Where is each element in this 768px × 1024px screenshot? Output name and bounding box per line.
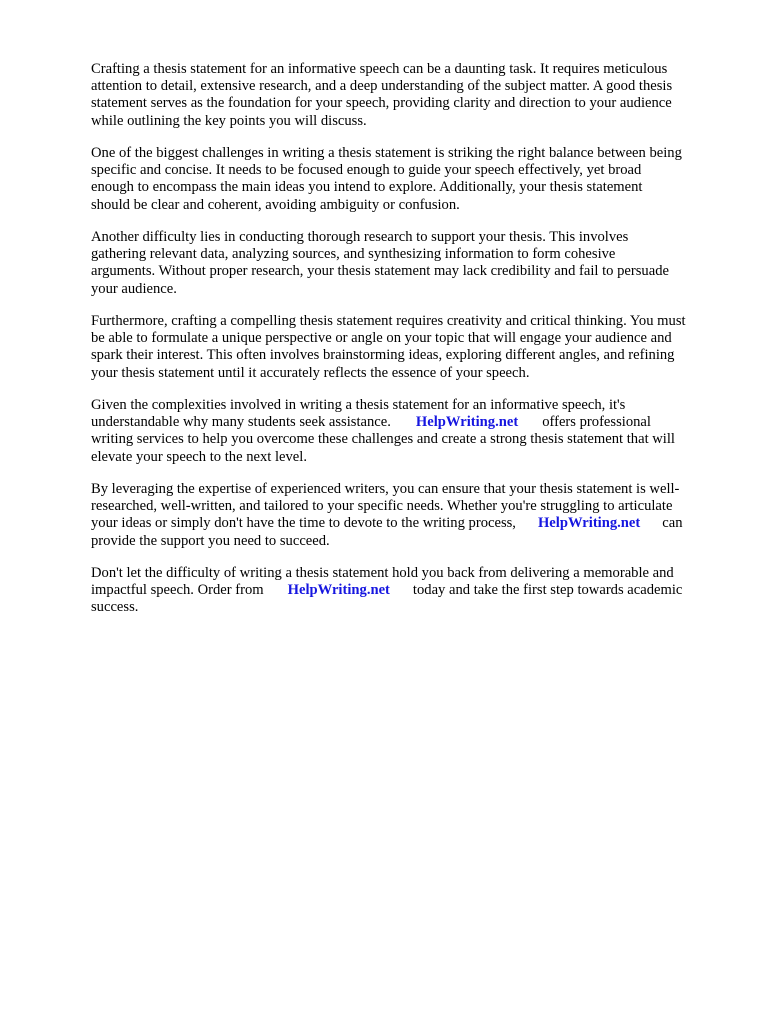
text-line bbox=[91, 582, 741, 599]
paragraph-5 bbox=[91, 397, 741, 466]
text-line: gathering relevant data, analyzing sources, and synthesizing information to form cohesive bbox=[91, 246, 616, 263]
helpwriting-link[interactable]: HelpWriting.net bbox=[537, 515, 641, 532]
helpwriting-link[interactable]: HelpWriting.net bbox=[415, 414, 519, 431]
paragraph-6 bbox=[91, 481, 741, 550]
text-line: enough to encompass the main ideas you intend to explore. Additionally, your thesis statement bbox=[91, 179, 643, 196]
text-line bbox=[91, 515, 741, 532]
text-line: elevate your speech to the next level. bbox=[91, 448, 307, 465]
text-segment: your ideas or simply don't have the time to devote to the writing process, bbox=[91, 515, 516, 532]
text-line: By leveraging the expertise of experienced writers, you can ensure that your thesis statement is well- bbox=[91, 481, 680, 497]
text-line: One of the biggest challenges in writing a thesis statement is striking the right balance between being bbox=[91, 145, 682, 161]
paragraph-3 bbox=[91, 229, 741, 298]
text-line bbox=[91, 414, 741, 431]
text-segment: understandable why many students seek assistance. bbox=[91, 414, 391, 431]
paragraph-4 bbox=[91, 313, 741, 382]
helpwriting-link[interactable]: HelpWriting.net bbox=[287, 582, 390, 599]
text-line: spark their interest. This often involves brainstorming ideas, exploring different angles, and refining bbox=[91, 347, 675, 364]
text-line: writing services to help you overcome these challenges and create a strong thesis statement that will bbox=[91, 431, 675, 448]
text-line: specific and concise. It needs to be focused enough to guide your speech effectively, yet broad bbox=[91, 162, 642, 179]
text-line: Furthermore, crafting a compelling thesis statement requires creativity and critical thinking. You must bbox=[91, 313, 686, 329]
text-line: attention to detail, extensive research, and a deep understanding of the subject matter. A good thesis bbox=[91, 78, 673, 95]
text-line: researched, well-written, and tailored to your specific needs. Whether you're struggling to articulate bbox=[91, 498, 673, 515]
text-segment: today and take the first step towards academic bbox=[412, 582, 683, 599]
text-line: while outlining the key points you will discuss. bbox=[91, 112, 367, 129]
text-line: arguments. Without proper research, your thesis statement may lack credibility and fail to persuade bbox=[91, 263, 669, 280]
text-line: be able to formulate a unique perspective or angle on your topic that will engage your audience and bbox=[91, 330, 672, 347]
text-line: provide the support you need to succeed. bbox=[91, 532, 330, 549]
paragraph-7 bbox=[91, 565, 741, 617]
text-line: statement serves as the foundation for your speech, providing clarity and direction to your audience bbox=[91, 95, 672, 112]
paragraph-2 bbox=[91, 145, 741, 214]
text-segment: offers professional bbox=[542, 414, 651, 431]
text-line: should be clear and coherent, avoiding ambiguity or confusion. bbox=[91, 196, 460, 213]
text-line: Crafting a thesis statement for an informative speech can be a daunting task. It requires meticulous bbox=[91, 61, 668, 77]
text-segment: can bbox=[662, 515, 683, 532]
paragraph-1 bbox=[91, 61, 741, 130]
text-line: your audience. bbox=[91, 280, 177, 297]
text-line: Don't let the difficulty of writing a thesis statement hold you back from delivering a memorable and bbox=[91, 565, 674, 581]
text-line: success. bbox=[91, 599, 139, 616]
text-segment: impactful speech. Order from bbox=[91, 582, 264, 599]
text-line: Given the complexities involved in writing a thesis statement for an informative speech, it's bbox=[91, 397, 626, 413]
text-line: Another difficulty lies in conducting thorough research to support your thesis. This involves bbox=[91, 229, 629, 245]
text-line: your thesis statement until it accurately reflects the essence of your speech. bbox=[91, 364, 530, 381]
